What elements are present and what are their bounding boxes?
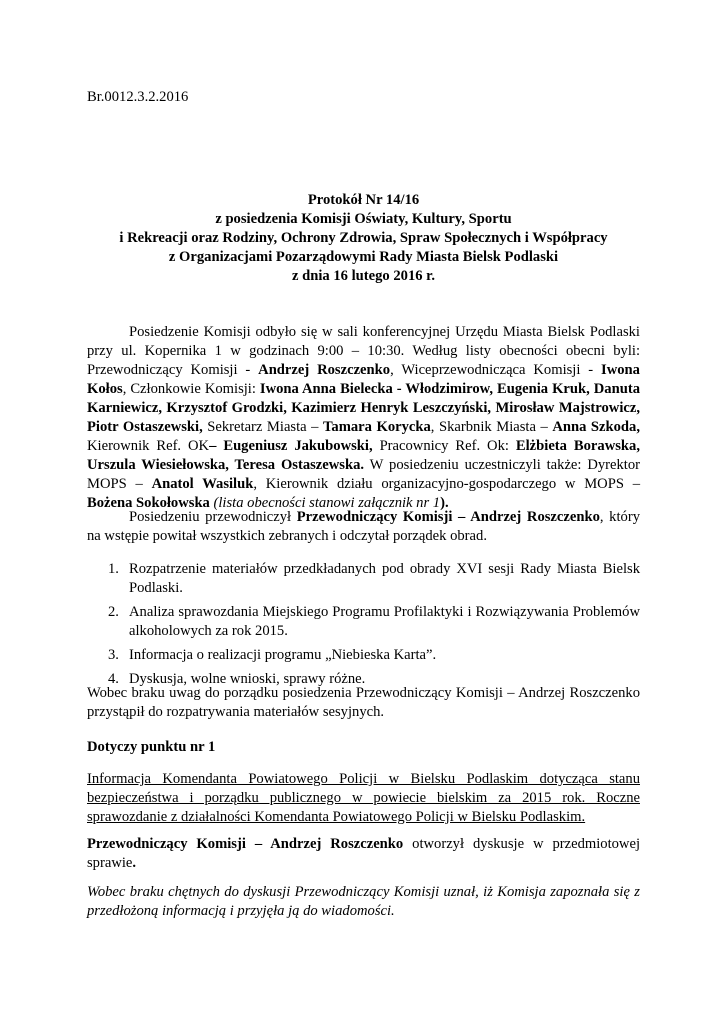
title-line: Protokół Nr 14/16 bbox=[307, 192, 420, 208]
text: W posiedzeniu uczestniczyli także: Dyrektor MOPS – bbox=[87, 457, 641, 492]
text: , Członkowie Komisji: bbox=[122, 381, 260, 397]
bold-name: Anna Szkoda, bbox=[552, 419, 640, 435]
title-line: z Organizacjami Pozarządowymi Rady Miasta Bielsk Podlaski bbox=[168, 249, 559, 265]
italic-note: (lista obecności stanowi załącznik nr 1 bbox=[209, 495, 441, 511]
text: , Kierownik działu organizacyjno-gospodarczego w MOPS – bbox=[253, 476, 641, 492]
title-line: z posiedzenia Komisji Oświaty, Kultury, Sportu bbox=[215, 211, 512, 227]
agenda-text: Informacja o realizacji programu „Niebieska Karta”. bbox=[129, 647, 437, 663]
agenda-number: 2. bbox=[108, 604, 119, 620]
agenda-list bbox=[87, 560, 640, 694]
bold-name: Iwona Kołos bbox=[87, 362, 640, 397]
agenda-topic-underlined bbox=[87, 770, 640, 827]
agenda-number: 4. bbox=[108, 671, 119, 687]
agenda-item bbox=[87, 603, 640, 641]
text: otworzył dyskusje w przedmiotowej sprawie bbox=[87, 836, 640, 871]
agenda-number: 3. bbox=[108, 647, 119, 663]
heading-text: Dotyczy punktu nr 1 bbox=[87, 739, 216, 755]
bold-name: Przewodniczący Komisji – Andrzej Roszczenko bbox=[87, 836, 404, 852]
agenda-number: 1. bbox=[108, 561, 119, 577]
agenda-text: Rozpatrzenie materiałów przedkładanych pod obrady XVI sesji Rady Miasta Bielsk Podlaski. bbox=[129, 561, 640, 596]
agenda-text: Analiza sprawozdania Miejskiego Programu Profilaktyki i Rozwiązywania Problemów alkoholowych za rok 2015. bbox=[129, 604, 640, 639]
text: Sekretarz Miasta – bbox=[202, 419, 324, 435]
agenda-accepted-paragraph: Wobec braku uwag do porządku posiedzenia Przewodniczący Komisji – Andrzej Roszczenko przystąpił do rozpatrywania materiałów sesyjnych. bbox=[87, 685, 640, 720]
text: Posiedzenie Komisji odbyło się w sali konferencyjnej Urzędu Miasta Bielsk Podlaski przy ul. Kopernika 1 w godzinach 9:00 – 10:30. Według listy obecności obecni byli: Przewodniczący Komisji - bbox=[87, 324, 640, 378]
text: Posiedzeniu przewodniczył bbox=[129, 509, 297, 525]
text: Kierownik Ref. OK bbox=[87, 438, 210, 454]
italic-text: Wobec braku chętnych do dyskusji Przewodniczący Komisji uznał, iż Komisja zapoznała się z przedłożoną informacją i przyjęła ją do wiadomości. bbox=[87, 884, 640, 919]
attendance-paragraph bbox=[87, 323, 640, 513]
document-title bbox=[87, 191, 640, 286]
conclusion-paragraph bbox=[87, 883, 640, 921]
bold-name: Przewodniczący Komisji – Andrzej Roszczenko bbox=[296, 509, 600, 525]
bold-name: Iwona Anna Bielecka - Włodzimirow, Eugenia Kruk, Danuta Karniewicz, Krzysztof Grodzki, Kazimierz Henryk Leszczyński, Mirosław Majstrowicz, Piotr Ostaszewski, bbox=[87, 381, 640, 435]
agenda-item bbox=[87, 646, 640, 665]
reference-number: Br.0012.3.2.2016 bbox=[87, 89, 189, 105]
chair-paragraph bbox=[87, 508, 640, 546]
discussion-paragraph bbox=[87, 835, 640, 873]
section-heading bbox=[87, 738, 640, 757]
bold-name: – Eugeniusz Jakubowski, bbox=[209, 438, 373, 454]
title-line: i Rekreacji oraz Rodziny, Ochrony Zdrowia, Spraw Społecznych i Współpracy bbox=[119, 230, 608, 246]
agenda-item bbox=[87, 560, 640, 598]
agenda-text: Dyskusja, wolne wnioski, sprawy różne. bbox=[129, 671, 366, 687]
text: Pracownicy Ref. Ok: bbox=[372, 438, 516, 454]
text: , który na wstępie powitał wszystkich zebranych i odczytał porządek obrad. bbox=[87, 509, 640, 544]
text: , Wiceprzewodnicząca Komisji - bbox=[390, 362, 602, 378]
bold-name: Anatol Wasiluk bbox=[151, 476, 254, 492]
title-line: z dnia 16 lutego 2016 r. bbox=[292, 268, 435, 284]
bold-name: Elżbieta Borawska, Urszula Wiesiełowska, Teresa Ostaszewska. bbox=[87, 438, 640, 473]
bold-name: Bożena Sokołowska bbox=[87, 495, 210, 511]
text: , Skarbnik Miasta – bbox=[430, 419, 553, 435]
underlined-text: Informacja Komendanta Powiatowego Policji w Bielsku Podlaskim dotycząca stanu bezpieczeństwa i porządku publicznego w powiecie bielskim za 2015 rok. Roczne sprawozdanie z działalności Komendanta Powiatowego Policji w Bielsku Podlaskim. bbox=[87, 771, 640, 825]
bold-name: Andrzej Roszczenko bbox=[258, 362, 391, 378]
bold-punct: . bbox=[132, 855, 137, 871]
bold-name: Tamara Korycka bbox=[323, 419, 431, 435]
bold-punct: ). bbox=[440, 495, 449, 511]
